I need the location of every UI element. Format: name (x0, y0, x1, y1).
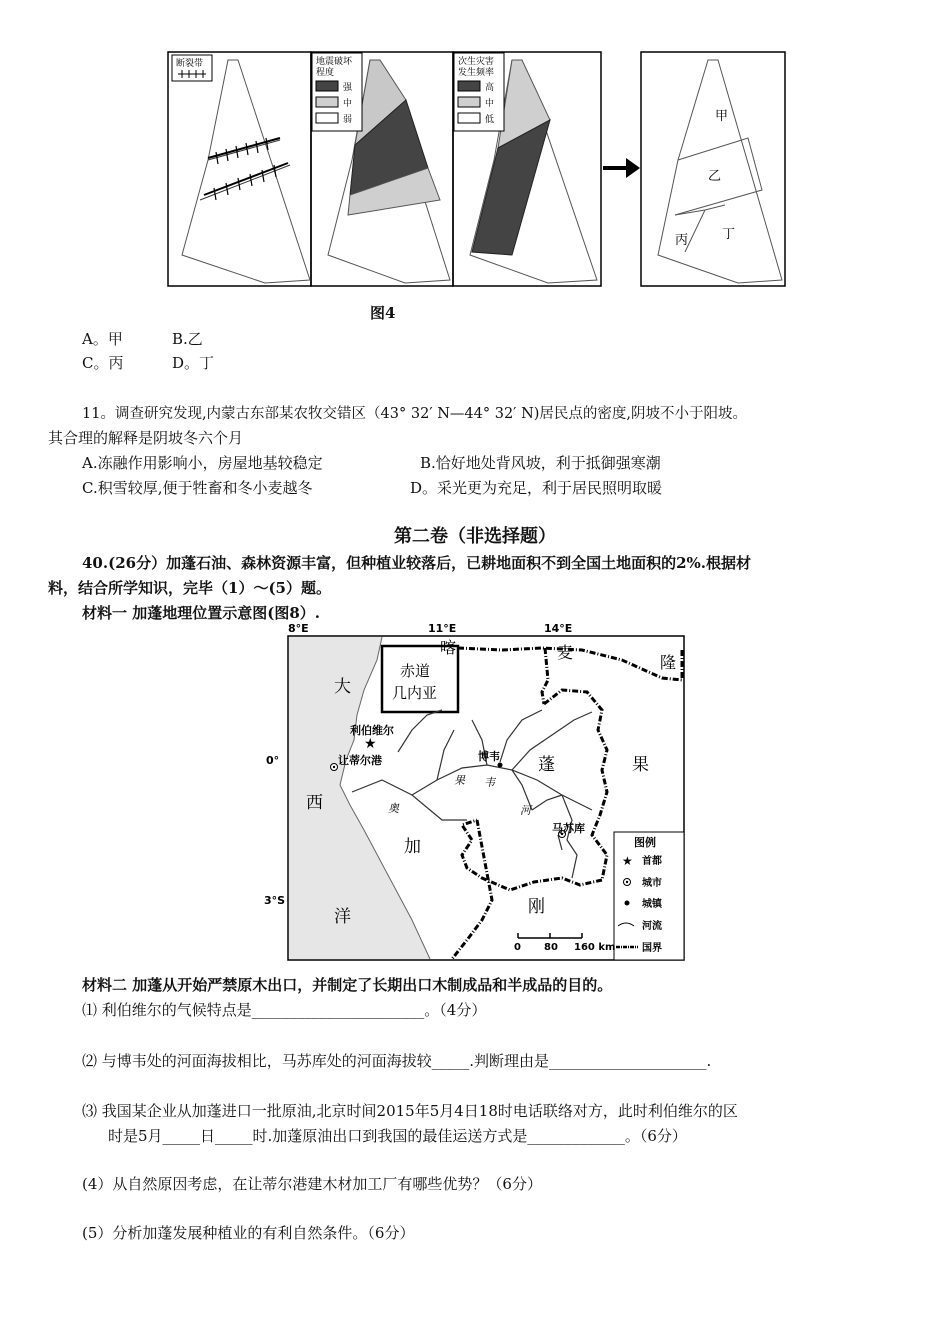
svg-text:次生灾害: 次生灾害 (458, 57, 495, 67)
label-river-guo: 果 (454, 774, 465, 787)
q11-option-a: A.冻融作用影响小，房屋地基较稳定 (82, 454, 323, 472)
q40-sub-3-line-1: ⑶ 我国某企业从加蓬进口一批原油,北京时间2015年5月4日18时电话联络对方，此时利伯维尔的区 (82, 1102, 738, 1120)
q40-intro-2: 料，结合所学知识，完毕（1）～(5）题。 (48, 579, 331, 597)
q40-sub-1: ⑴ 利伯维尔的气候特点是_______________________。（4分） (82, 1001, 487, 1019)
label-guo: 果 (632, 755, 649, 775)
q40-sub-2: ⑵ 与博韦处的河面海拔相比，马苏库处的河面海拔较_____.判断理由是_____________________. (82, 1052, 712, 1070)
svg-text:中: 中 (485, 99, 495, 109)
city-masuku-label: 马苏库 (552, 822, 585, 835)
lon-label-8e: 8°E (288, 622, 309, 635)
q40-sub-3-line-2: 时是5月_____日_____时.加蓬原油出口到我国的最佳运送方式是_____________。（6分） (108, 1127, 687, 1145)
region-yi: 乙 (708, 169, 722, 184)
eq-guinea-label-1: 赤道 (400, 662, 431, 680)
label-river-he: 河 (520, 804, 531, 817)
svg-text:首都: 首都 (642, 856, 662, 867)
q10-option-c: C。丙 (82, 354, 124, 372)
lat-label-0: 0° (266, 754, 280, 767)
label-ka: 喀 (440, 638, 457, 657)
label-da: 大 (334, 677, 351, 697)
svg-text:程度: 程度 (316, 68, 335, 78)
svg-text:中: 中 (343, 99, 353, 109)
legend-star-icon: ★ (622, 854, 633, 868)
region-outline-1 (182, 60, 310, 283)
city-libreville-label: 利伯维尔 (350, 724, 394, 737)
region-ding: 丁 (722, 227, 736, 242)
eq-guinea-label-2: 几内亚 (392, 684, 438, 702)
svg-text:160 km: 160 km (574, 942, 616, 953)
svg-text:地震破坏: 地震破坏 (316, 57, 353, 67)
town-icon (498, 763, 503, 768)
q40-sub-4: (4）从自然原因考虑，在让蒂尔港建木材加工厂有哪些优势？（6分） (82, 1175, 542, 1193)
svg-text:80: 80 (544, 942, 558, 953)
q10-option-a: A。甲 (82, 330, 123, 348)
label-mai: 麦 (557, 643, 574, 662)
map-legend (614, 832, 684, 960)
svg-text:弱: 弱 (343, 115, 353, 125)
q40-material-2: 材料二 加蓬从开始严禁原木出口，并制定了长期出口木制成品和半成品的目的。 (82, 976, 613, 994)
label-jia: 加 (404, 837, 421, 857)
q11-option-b: B.恰好地处背风坡，利于抵御强寒潮 (420, 454, 661, 472)
q11-stem-2: 其合理的解释是阴坡冬六个月 (48, 429, 244, 447)
svg-text:低: 低 (485, 115, 495, 125)
label-xi: 西 (306, 793, 323, 813)
region-jia: 甲 (715, 109, 729, 124)
label-yang: 洋 (334, 907, 351, 927)
q11-option-c: C.积雪较厚,便于牲畜和冬小麦越冬 (82, 479, 313, 497)
town-booue-label: 博韦 (478, 750, 500, 763)
q40-sub-5: (5）分析加蓬发展种植业的有利自然条件。（6分） (82, 1224, 415, 1242)
q40-intro-1: 40.(26分）加蓬石油、森林资源丰富，但种植业较落后，已耕地面积不到全国土地面积的2%.根据材 (82, 554, 751, 572)
svg-text:城镇: 城镇 (642, 899, 662, 910)
legend-town-icon (625, 901, 630, 906)
svg-text:强: 强 (343, 83, 353, 93)
svg-text:0: 0 (514, 942, 521, 953)
lon-label-11e: 11°E (428, 622, 457, 635)
svg-text:高: 高 (485, 83, 495, 93)
q11-stem-1: 11。调查研究发现,内蒙古东部某农牧交错区（43° 32′ N—44° 32′ N)居民点的密度,阴坡不小于阳坡。 (82, 406, 748, 422)
gabon-map (262, 620, 694, 968)
q10-option-b: B.乙 (172, 330, 203, 348)
q40-material-1: 材料一 加蓬地理位置示意图(图8）. (82, 604, 320, 622)
section-2-title: 第二卷（非选择题） (394, 526, 556, 547)
q11-option-d: D。采光更为充足，利于居民照明取暖 (410, 479, 663, 497)
legend-title: 图例 (634, 836, 656, 849)
lon-label-14e: 14°E (544, 622, 573, 635)
svg-text:城市: 城市 (642, 878, 662, 889)
capital-star-icon: ★ (364, 736, 377, 752)
label-river-wei: 韦 (484, 776, 495, 789)
label-river-ao: 奥 (388, 802, 399, 815)
figure-4 (160, 40, 790, 300)
label-gang: 刚 (528, 897, 545, 917)
q10-option-d: D。丁 (172, 354, 215, 372)
city-port-gentil-label: 让蒂尔港 (338, 754, 382, 767)
panel-1-legend-title: 断裂带 (176, 59, 204, 69)
region-bing: 丙 (675, 233, 689, 248)
label-long: 隆 (660, 653, 677, 672)
svg-text:河流: 河流 (642, 921, 662, 932)
lat-label-3s: 3°S (264, 894, 286, 907)
label-peng: 蓬 (538, 755, 555, 775)
svg-text:发生频率: 发生频率 (458, 68, 495, 78)
figure-4-caption: 图4 (370, 304, 396, 322)
svg-text:国界: 国界 (642, 943, 662, 954)
